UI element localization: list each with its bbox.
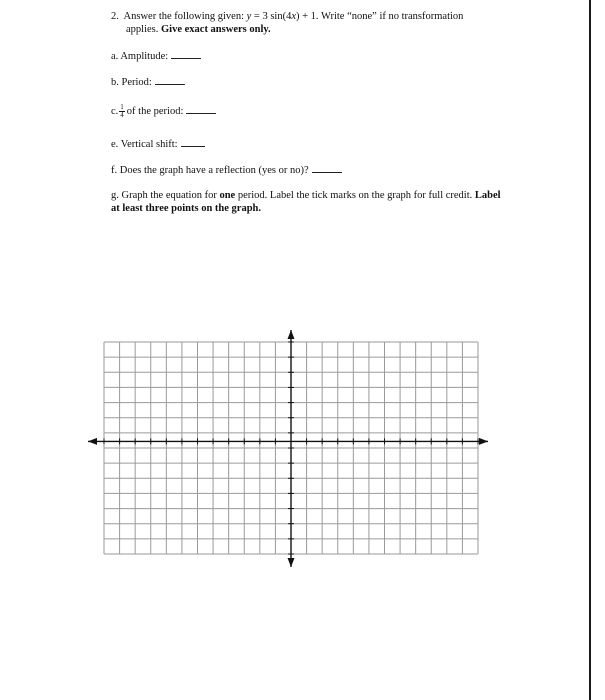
equation-fn: sin(4 [270, 11, 292, 22]
fraction-numerator: 1 [120, 103, 124, 112]
part-g-bold-label: Label [474, 190, 501, 201]
question-instruction: Write “none” if no transformation [320, 11, 464, 22]
part-g-mid: period. Label the tick marks on the graph for full credit. [237, 190, 473, 201]
reflection-label: f. Does the graph have a reflection (yes or no)? [111, 165, 309, 176]
vertical-shift-label: e. Vertical shift: [111, 139, 178, 150]
instruction-cont: applies. [126, 24, 159, 35]
period-label: b. Period: [111, 77, 152, 88]
y-axis-bottom-arrow [288, 558, 295, 567]
part-g-line-2-text: at least three points on the graph. [111, 203, 262, 214]
question-intro: Answer the following given: [123, 11, 244, 22]
x-axis-right-arrow [479, 438, 488, 445]
equation-var: x [291, 11, 296, 22]
equation-coef: 3 [262, 11, 268, 22]
quarter-period-label: of the period: [126, 106, 184, 117]
y-axis-top-arrow [288, 330, 295, 339]
part-c-prefix: c. [111, 106, 119, 117]
part-g-bold-one: one [219, 190, 236, 201]
question-number: 2. [111, 11, 119, 22]
equation-lhs: y [246, 11, 252, 22]
equation-tail: ) + 1. [296, 11, 319, 22]
amplitude-label: a. Amplitude: [111, 51, 169, 62]
x-axis-left-arrow [88, 438, 97, 445]
instruction-bold: Give exact answers only. [161, 24, 271, 35]
fraction-denominator: 4 [120, 111, 124, 120]
part-g-prefix: g. Graph the equation for [111, 190, 217, 201]
question-line-1: 2. Answer the following given: y = 3 sin(4x) + 1. Write “none” if no transformation [111, 11, 464, 22]
